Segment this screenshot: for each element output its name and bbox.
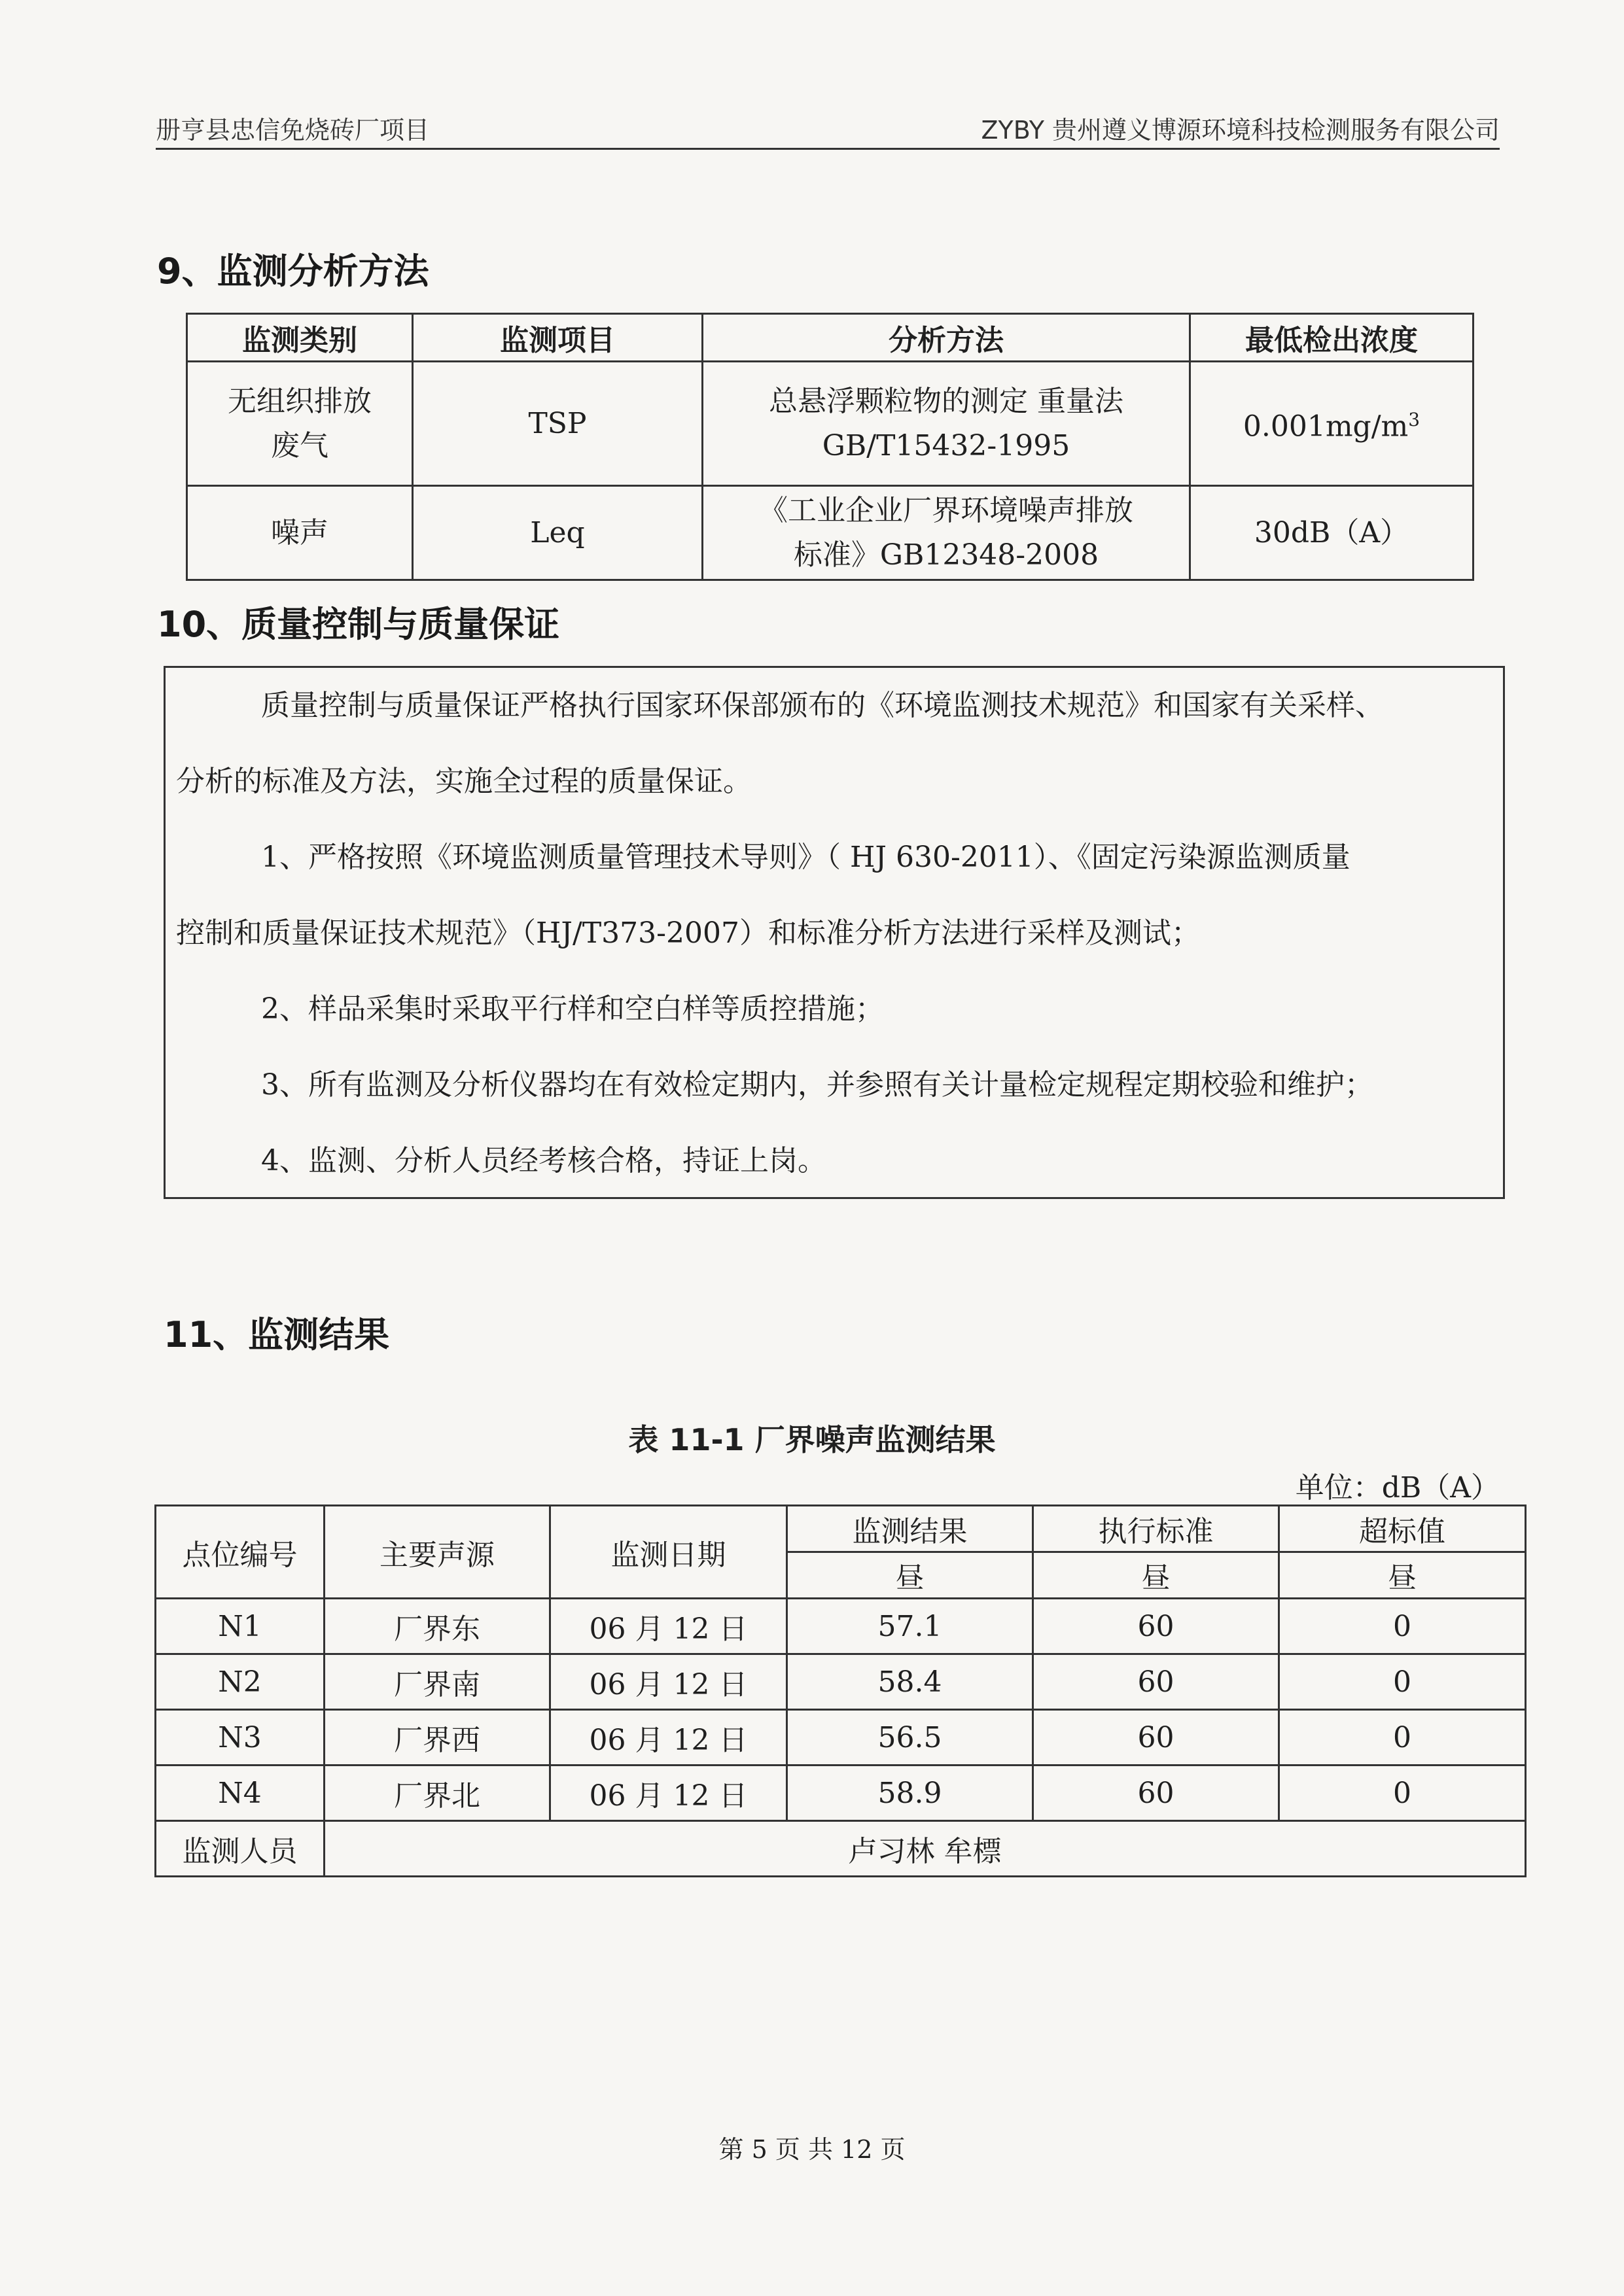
- header-divider: [156, 148, 1500, 150]
- standard-cell: 60: [1033, 1599, 1279, 1654]
- subheader-day: 昼: [1279, 1552, 1526, 1599]
- header-exceed: 超标值: [1279, 1506, 1526, 1552]
- staff-label: 监测人员: [156, 1821, 325, 1877]
- qc-item1-line2: 控制和质量保证技术规范》（HJ/T373-2007）和标准分析方法进行采样及测试；: [176, 916, 1201, 950]
- standard-cell: 60: [1033, 1710, 1279, 1765]
- date-cell: 06 月 12 日: [550, 1654, 787, 1710]
- standard-cell: 60: [1033, 1654, 1279, 1710]
- header-detection-limit: 最低检出浓度: [1190, 314, 1474, 362]
- date-cell: 06 月 12 日: [550, 1765, 787, 1821]
- exceed-cell: 0: [1279, 1599, 1526, 1654]
- limit-cell: [1190, 362, 1474, 486]
- category-line1: 无组织排放: [228, 384, 372, 418]
- header-category: 监测类别: [187, 314, 413, 362]
- method-line2: GB/T15432-1995: [822, 428, 1070, 462]
- point-cell: N4: [156, 1765, 325, 1821]
- header-method: 分析方法: [703, 314, 1190, 362]
- section10-title: 10、质量控制与质量保证: [157, 604, 560, 645]
- category-cell: [187, 362, 413, 486]
- table-row: [156, 1599, 1526, 1654]
- item-cell: Leq: [413, 486, 703, 580]
- method-line1: 总悬浮颗粒物的测定 重量法: [769, 384, 1123, 418]
- subheader-day: 昼: [1033, 1552, 1279, 1599]
- noise-result-table: [154, 1505, 1527, 1877]
- subheader-day: 昼: [787, 1552, 1033, 1599]
- header-result: 监测结果: [787, 1506, 1033, 1552]
- section11-title: 11、监测结果: [164, 1314, 390, 1355]
- table-header-row: [187, 314, 1474, 362]
- category-cell: 噪声: [187, 486, 413, 580]
- header-company-name: ZYBY 贵州遵义博源环境科技检测服务有限公司: [981, 116, 1500, 145]
- source-cell: 厂界北: [325, 1765, 550, 1821]
- point-cell: N1: [156, 1599, 325, 1654]
- exceed-cell: 0: [1279, 1654, 1526, 1710]
- table-row: [187, 362, 1474, 486]
- date-cell: 06 月 12 日: [550, 1599, 787, 1654]
- point-cell: N2: [156, 1654, 325, 1710]
- header-source: 主要声源: [325, 1506, 550, 1599]
- limit-cell: 30dB（A）: [1190, 486, 1474, 580]
- table-row: [156, 1710, 1526, 1765]
- table-row: [187, 486, 1474, 580]
- table-row: [156, 1765, 1526, 1821]
- header-standard: 执行标准: [1033, 1506, 1279, 1552]
- point-cell: N3: [156, 1710, 325, 1765]
- staff-row: [156, 1821, 1526, 1877]
- item-cell: TSP: [413, 362, 703, 486]
- analysis-method-table: [186, 313, 1474, 581]
- limit-value: 0.001mg/m: [1243, 409, 1409, 444]
- source-cell: 厂界西: [325, 1710, 550, 1765]
- category-line2: 废气: [271, 428, 328, 462]
- header-project-name: 册亨县忠信免烧砖厂项目: [156, 116, 430, 145]
- result-cell: 57.1: [787, 1599, 1033, 1654]
- method-cell: [703, 362, 1190, 486]
- exceed-cell: 0: [1279, 1710, 1526, 1765]
- qc-item1-line1: 1、严格按照《环境监测质量管理技术导则》（ HJ 630-2011）、《固定污染源监测质量: [261, 841, 1350, 874]
- result-cell: 58.4: [787, 1654, 1033, 1710]
- header-date: 监测日期: [550, 1506, 787, 1599]
- qc-item2: 2、样品采集时采取平行样和空白样等质控措施；: [261, 992, 884, 1026]
- header-item: 监测项目: [413, 314, 703, 362]
- qc-item4: 4、监测、分析人员经考核合格，持证上岗。: [261, 1144, 826, 1177]
- quality-control-box: [164, 666, 1505, 1199]
- source-cell: 厂界南: [325, 1654, 550, 1710]
- method-line1: 《工业企业厂界环境噪声排放: [759, 493, 1133, 527]
- section9-title: 9、监测分析方法: [157, 251, 429, 292]
- result-cell: 56.5: [787, 1710, 1033, 1765]
- table-caption: 表 11-1 厂界噪声监测结果: [628, 1422, 996, 1457]
- qc-item3: 3、所有监测及分析仪器均在有效检定期内，并参照有关计量检定规程定期校验和维护；: [261, 1068, 1373, 1102]
- qc-intro-line1: 质量控制与质量保证严格执行国家环保部颁布的《环境监测技术规范》和国家有关采样、: [261, 689, 1384, 722]
- unit-label: 单位：dB（A）: [1295, 1471, 1500, 1505]
- page-footer: 第 5 页 共 12 页: [718, 2135, 906, 2164]
- standard-cell: 60: [1033, 1765, 1279, 1821]
- result-cell: 58.9: [787, 1765, 1033, 1821]
- table-row: [156, 1654, 1526, 1710]
- method-line2: 标准》GB12348-2008: [793, 538, 1099, 572]
- source-cell: 厂界东: [325, 1599, 550, 1654]
- method-cell: [703, 486, 1190, 580]
- header-point: 点位编号: [156, 1506, 325, 1599]
- table-header-row: [156, 1506, 1526, 1552]
- date-cell: 06 月 12 日: [550, 1710, 787, 1765]
- exceed-cell: 0: [1279, 1765, 1526, 1821]
- staff-names: 卢习林 牟標: [325, 1821, 1526, 1877]
- qc-intro-line2: 分析的标准及方法，实施全过程的质量保证。: [176, 765, 752, 798]
- limit-superscript: 3: [1408, 409, 1421, 431]
